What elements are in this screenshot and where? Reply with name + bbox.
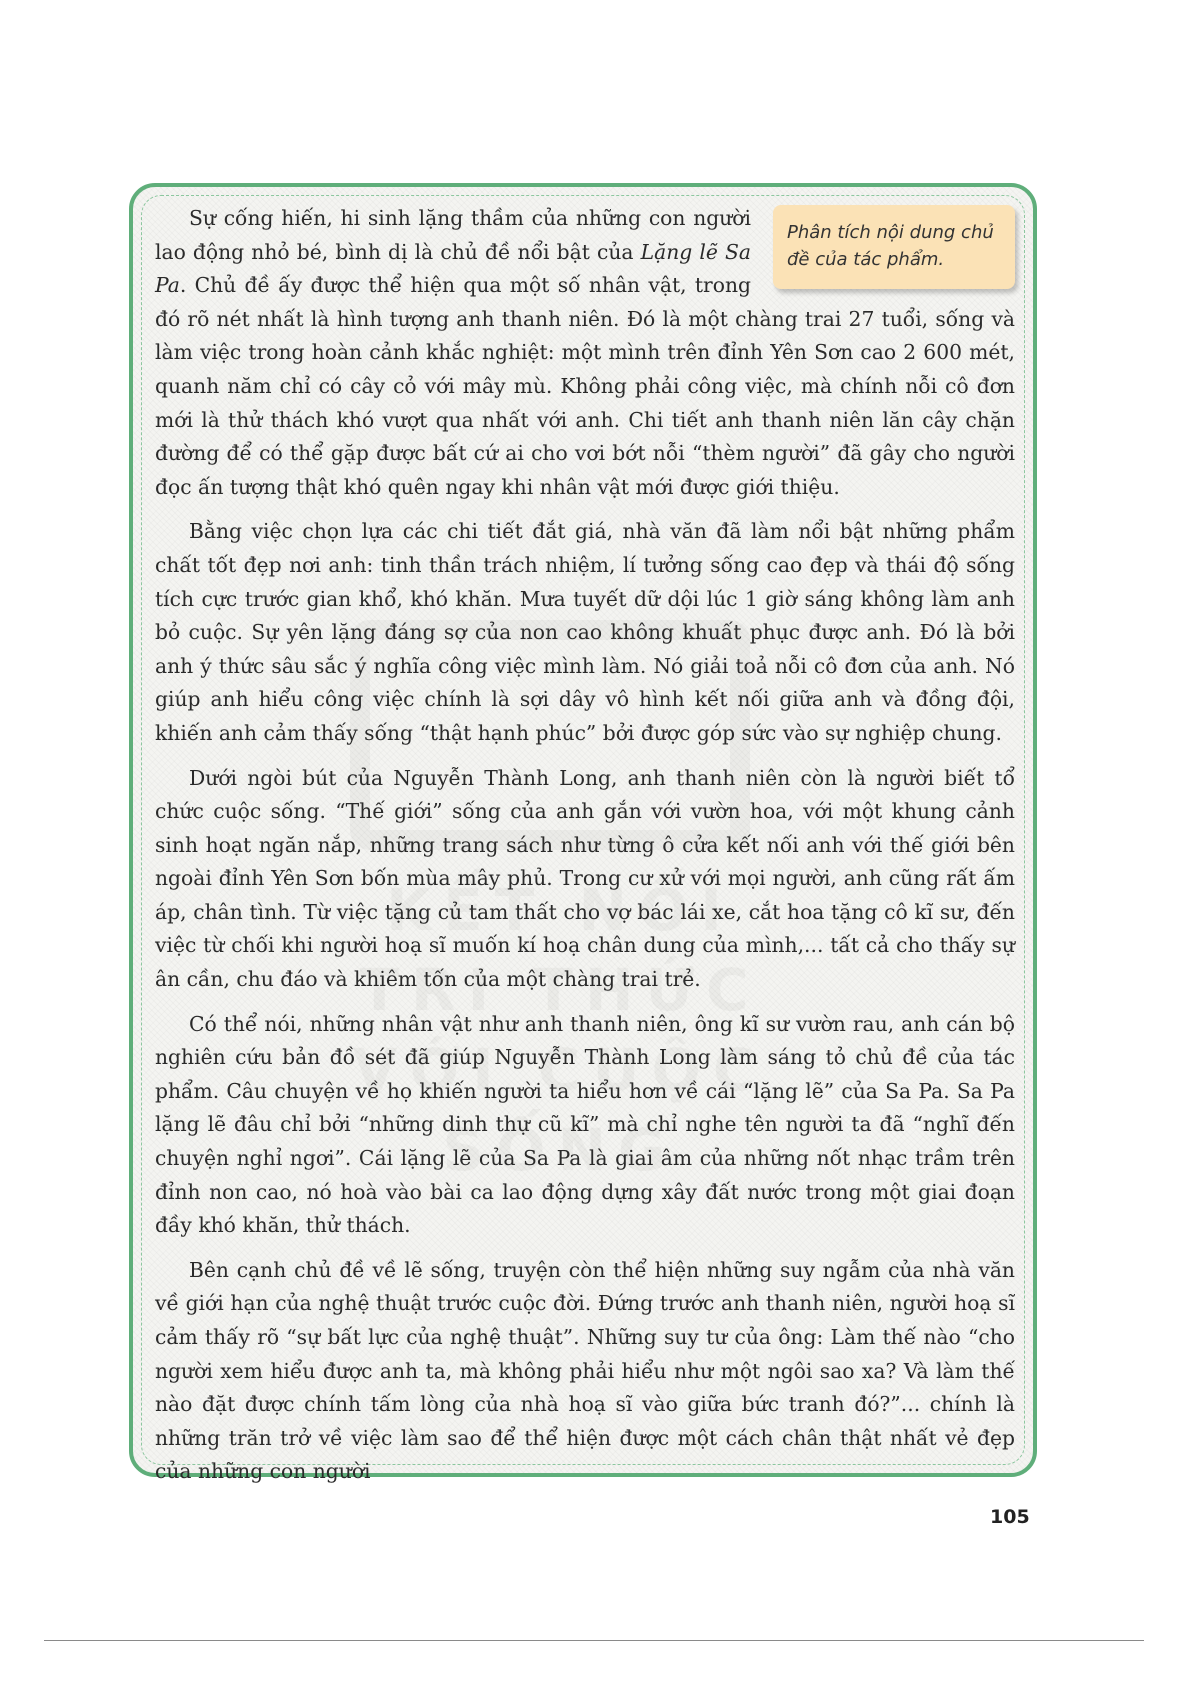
- work-title: Lặng lẽ Sa Pa: [155, 239, 751, 298]
- paragraph-2: Bằng việc chọn lựa các chi tiết đắt giá, nhà văn đã làm nổi bật những phẩm chất tốt đẹp nơi anh: tinh thần trách nhiệm, lí tưởng sống cao đẹp và thái độ sống tích cực trước gian khổ, khó khăn. Mưa tuyết dữ dội lúc 1 giờ sáng không làm anh bỏ cuộc. Sự yên lặng đáng sợ của non cao không khuất phục được anh. Đó là bởi anh ý thức sâu sắc ý nghĩa công việc mình làm. Nó giải toả nỗi cô đơn của anh. Nó giúp anh hiểu công việc chính là sợi dây vô hình kết nối giữa anh và đồng đội, khiến anh cảm thấy sống “thật hạnh phúc” bởi được góp sức vào sự nghiệp chung.: [155, 519, 1015, 745]
- reading-text: [155, 202, 1015, 1500]
- paragraph-5: Bên cạnh chủ đề về lẽ sống, truyện còn thể hiện những suy ngẫm của nhà văn về giới hạn của nghệ thuật trước cuộc đời. Đứng trước anh thanh niên, người hoạ sĩ cảm thấy rõ “sự bất lực của nghệ thuật”. Những suy tư của ông: Làm thế nào “cho người xem hiểu được anh ta, mà không phải hiểu như một ngôi sao xa? Và làm thế nào đặt được chính tấm lòng của nhà hoạ sĩ vào giữa bức tranh đó?”... chính là những trăn trở về việc làm sao để thể hiện được một cách chân thật nhất vẻ đẹp của những con người: [155, 1257, 1015, 1484]
- paragraph-1-end: . Chủ đề ấy được thể hiện qua một số nhân vật, trong đó rõ nét nhất là hình tượng anh thanh niên. Đó là một chàng trai 27 tuổi, sống và làm việc trong hoàn cảnh khắc nghiệt: một mình trên đỉnh Yên Sơn cao 2 600 mét, quanh năm chỉ có cây cỏ với mây mù. Không phải công việc, mà chính nỗi cô đơn mới là thử thách khó vượt qua nhất với anh. Chi tiết anh thanh niên lăn cây chặn đường để có thể gặp được bất cứ ai cho vơi bớt nỗi “thèm người” đã gây cho người đọc ấn tượng thật khó quên ngay khi nhân vật mới được giới thiệu.: [155, 273, 1015, 499]
- bottom-divider: [44, 1640, 1144, 1641]
- paragraph-1-start: Sự cống hiến, hi sinh lặng thầm của những con người lao động nhỏ bé, bình dị là chủ đề nổi bật của: [155, 206, 751, 264]
- paragraph-4: Có thể nói, những nhân vật như anh thanh niên, ông kĩ sư vườn rau, anh cán bộ nghiên cứu bản đồ sét đã giúp Nguyễn Thành Long làm sáng tỏ chủ đề của tác phẩm. Câu chuyện về họ khiến người ta hiểu hơn về cái “lặng lẽ” của Sa Pa. Sa Pa lặng lẽ đâu chỉ bởi “những dinh thự cũ kĩ” mà chỉ nghe tên người ta đã “nghĩ đến chuyện nghỉ ngơi”. Cái lặng lẽ của Sa Pa là giai âm của những nốt nhạc trầm trên đỉnh non cao, nó hoà vào bài ca lao động dựng xây đất nước trong một giai đoạn đầy khó khăn, thử thách.: [155, 1011, 1015, 1238]
- sidebar-note: Phân tích nội dung chủ đề của tác phẩm.: [773, 205, 1015, 289]
- paragraph-1: [155, 202, 1015, 504]
- page-number: 105: [990, 1506, 1030, 1528]
- paragraph-3: Dưới ngòi bút của Nguyễn Thành Long, anh thanh niên còn là người biết tổ chức cuộc sống. “Thế giới” sống của anh gắn với vườn hoa, với một khung cảnh sinh hoạt ngăn nắp, những trang sách như từng ô cửa kết nối anh với thế giới bên ngoài đỉnh Yên Sơn bốn mùa mây phủ. Trong cư xử với mọi người, anh cũng rất ấm áp, chân tình. Từ việc tặng củ tam thất cho vợ bác lái xe, cắt hoa tặng cô kĩ sư, đến việc từ chối khi người hoạ sĩ muốn kí hoạ chân dung của mình,... tất cả cho thấy sự ân cần, chu đáo và khiêm tốn của một chàng trai trẻ.: [155, 765, 1015, 992]
